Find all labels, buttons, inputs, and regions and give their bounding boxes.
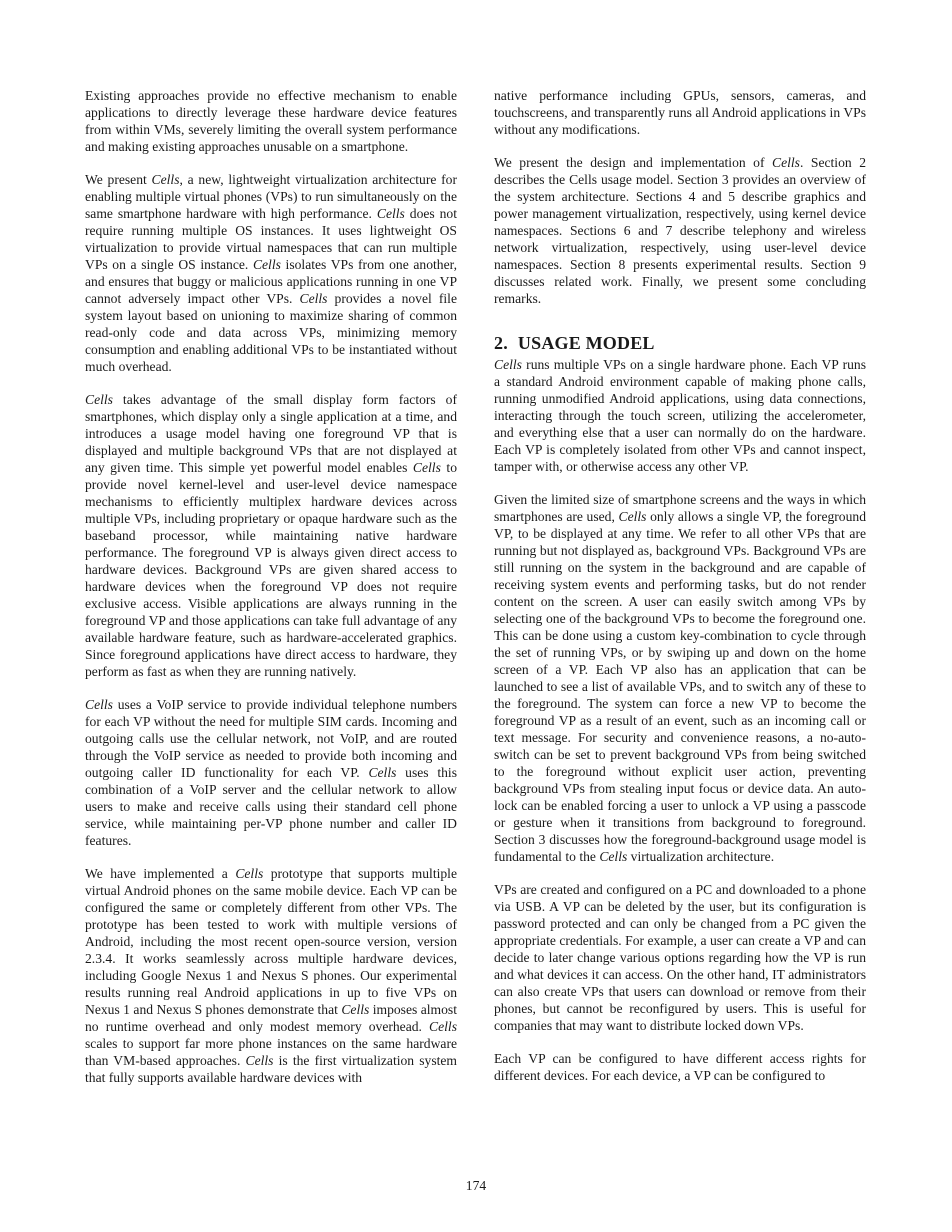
right-paragraph-3: Cells runs multiple VPs on a single hardware phone. Each VP runs a standard Android environment capable of making phone calls, running unmodified Android applications, using data connections, interacting through the touch screen, utilizing the accelerometer, and everything else that a user can normally do on the hardware. Each VP is completely isolated from other VPs and cannot inspect, tamper with, or otherwise access any other VP. (494, 357, 866, 474)
section-heading (494, 333, 866, 353)
system-name: Cells (85, 697, 113, 712)
page-number: 174 (465, 1178, 487, 1193)
right-paragraph-5: VPs are created and configured on a PC and downloaded to a phone via USB. A VP can be deleted by the user, but its configuration is password protected and can only be changed from a PC given the appropriate credentials. For example, a user can create a VP and can decide to later change various options regarding how the VP is run and what devices it can access. On the other hand, IT administrators can also create VPs that users can download or remove from their phones, but cannot be reconfigured by users. This is useful for companies that may want to distribute locked down VPs. (494, 882, 866, 1033)
right-paragraph-4: Given the limited size of smartphone screens and the ways in which smartphones are used, Cells only allows a single VP, the foreground VP, to be displayed at any time. We refer to all other VPs that are running but not displayed as, background VPs. Background VPs are still running on the system in the background and are capable of receiving system events and performing tasks, but do not render content on the screen. A user can easily switch among VPs by selecting one of the background VPs to become the foreground one. This can be done using a custom key-combination to cycle through the set of running VPs, or by swiping up and down on the home screen of a VP. Each VP also has an application that can be launched to see a list of available VPs, and to switch any of these to the foreground. The system can force a new VP to become the foreground VP as a result of an event, such as an incoming call or text message. For security and convenience reasons, a no-auto-switch can be set to prevent background VPs from being switched to the foreground without explicit user action, preventing background VPs from stealing input focus or device data. An auto-lock can be enabled forcing a user to unlock a VP using a passcode or gesture when it transitions from background to foreground. Section 3 discusses how the foreground-background usage model is fundamental to the Cells virtualization architecture. (494, 492, 866, 864)
system-name: Cells (299, 291, 328, 306)
left-paragraph-3: Cells takes advantage of the small display form factors of smartphones, which display only a single application at a time, and introduces a usage model having one foreground VP that is displayed and multiple background VPs that are not displayed at any given time. This simple yet powerful model enables Cells to provide novel kernel-level and user-level device namespace mechanisms to efficiently multiplex hardware devices across multiple VPs, including proprietary or opaque hardware such as the baseband processor, while maintaining native hardware performance. The foreground VP is always given direct access to hardware devices. Background VPs are given shared access to hardware devices when the foreground VP does not require exclusive access. Visible applications are always running in the foreground VP and those applications can take full advantage of any available hardware feature, such as hardware-accelerated graphics. Since foreground applications have direct access to hardware, they perform as fast as when they are running natively. (85, 392, 457, 679)
system-name: Cells (235, 866, 264, 881)
system-name: Cells (412, 460, 441, 475)
right-paragraph-1: native performance including GPUs, sensors, cameras, and touchscreens, and transparently runs all Android applications in VPs without any modifications. (494, 88, 866, 137)
system-name: Cells (599, 849, 628, 864)
system-name: Cells (494, 357, 522, 372)
left-paragraph-1: Existing approaches provide no effective mechanism to enable applications to directly leverage these hardware device features from within VMs, severely limiting the overall system performance and making existing approaches unusable on a smartphone. (85, 88, 457, 154)
system-name: Cells (368, 765, 397, 780)
system-name: Cells (618, 509, 647, 524)
system-name: Cells (151, 172, 180, 187)
section-number: 2. (494, 333, 508, 353)
left-paragraph-2: We present Cells, a new, lightweight virtualization architecture for enabling multiple virtual phones (VPs) to run simultaneously on the same smartphone hardware with high performance. Cells does not require running multiple OS instances. It uses lightweight OS virtualization to provide virtual namespaces that can run multiple VPs on a single OS instance. Cells isolates VPs from one another, and ensures that buggy or malicious applications running in one VP cannot adversely impact other VPs. Cells provides a novel file system layout based on unioning to maximize sharing of common read-only code and data across VPs, minimizing memory consumption and enabling additional VPs to be instantiated without much overhead. (85, 172, 457, 374)
left-paragraph-4: Cells uses a VoIP service to provide individual telephone numbers for each VP without the need for multiple SIM cards. Incoming and outgoing calls use the cellular network, not VoIP, and are routed through the VoIP service as needed to provide both incoming and outgoing caller ID functionality for each VP. Cells uses this combination of a VoIP server and the cellular network to allow users to make and receive calls using their standard cell phone service, while maintaining per-VP phone number and caller ID features. (85, 697, 457, 848)
right-paragraph-6: Each VP can be configured to have different access rights for different devices. For each device, a VP can be configured to (494, 1051, 866, 1083)
right-column (494, 87, 866, 1100)
system-name: Cells (245, 1053, 274, 1068)
system-name: Cells (376, 206, 405, 221)
section-title: USAGE MODEL (517, 333, 655, 353)
system-name: Cells (429, 1019, 457, 1034)
left-column (85, 87, 457, 1102)
left-paragraph-5: We have implemented a Cells prototype that supports multiple virtual Android phones on the same mobile device. Each VP can be configured the same or completely different from other VPs. The prototype has been tested to work with multiple versions of Android, including the most recent open-source version, version 2.3.4. It works seamlessly across multiple hardware devices, including Google Nexus 1 and Nexus S phones. Our experimental results running real Android applications in up to five VPs on Nexus 1 and Nexus S phones demonstrate that Cells imposes almost no runtime overhead and only modest memory overhead. Cells scales to support far more phone instances on the same hardware than VM-based approaches. Cells is the first virtualization system that fully supports available hardware devices with (85, 866, 457, 1085)
system-name: Cells (252, 257, 281, 272)
system-name: Cells (772, 155, 800, 170)
system-name: Cells (341, 1002, 370, 1017)
right-paragraph-2: We present the design and implementation of Cells. Section 2 describes the Cells usage model. Section 3 provides an overview of the system architecture. Sections 4 and 5 describe graphics and power management virtualization, respectively, using kernel device namespaces. Sections 6 and 7 describe telephony and wireless network virtualization, respectively, using user-level device namespaces. Section 8 presents experimental results. Section 9 discusses related work. Finally, we present some concluding remarks. (494, 155, 866, 306)
system-name: Cells (85, 392, 113, 407)
